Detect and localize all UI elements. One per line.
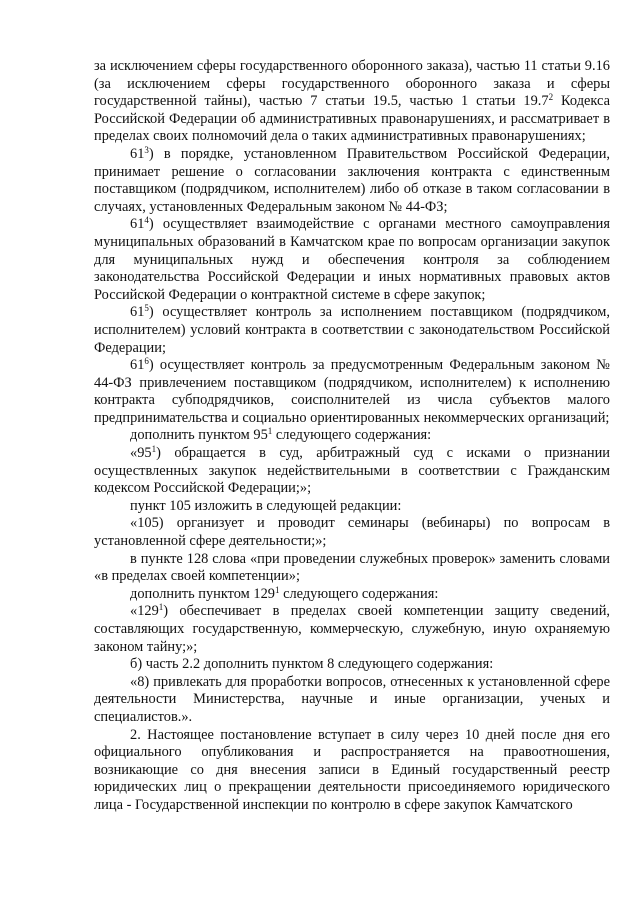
paragraph-part-2-2: б) часть 2.2 дополнить пунктом 8 следующего содержания: xyxy=(130,656,494,673)
paragraph-amend-128: в пункте 128 слова «при проведении служебных проверок» заменить словами «в пределах своей компетенции»; xyxy=(94,550,610,585)
document-page xyxy=(94,58,610,815)
paragraph-add-129-1: дополнить пунктом $129^1$ следующего содержания: xyxy=(130,584,439,602)
paragraph-item-61-6: $61^6$) осуществляет контроль за предусмотренным Федеральным законом № 44-ФЗ привлечением поставщиком (подрядчиком, исполнителем) к исполнению контракта субподрядчиков, соисполнителей из числа субъектов малого предпринимательства и социально ориентированных некоммерческих организаций; xyxy=(94,356,610,426)
paragraph-continuation: за исключением сферы государственного оборонного заказа), частью 11 статьи 9.16 (за исключением сферы государственного оборонного заказа и сферы государственной тайны), частью 7 статьи 19.5, частью 1 статьи 19.7$^2$ Кодекса Российской Федерации об административных правонарушениях, и рассматривает в пределах своих полномочий дела о таких административных правонарушениях; xyxy=(94,58,610,145)
paragraph-item-61-4: $61^4$) осуществляет взаимодействие с органами местного самоуправления муниципальных образований в Камчатском крае по вопросам организации закупок для муниципальных нужд и обеспечения контроля за соблюдением законодательства Российской Федерации и иных нормативных правовых актов Российской Федерации о контрактной системе в сфере закупок; xyxy=(94,215,610,303)
paragraph-item-105: «105) организует и проводит семинары (вебинары) по вопросам в установленной сфере деятельности;»; xyxy=(94,515,610,550)
paragraph-item-8: «8) привлекать для проработки вопросов, отнесенных к установленной сфере деятельности Министерства, научные и иные организации, ученых и специалистов.». xyxy=(94,673,610,725)
paragraph-item-61-3: $61^3$) в порядке, установленном Правительством Российской Федерации, принимает решение о согласовании заключения контракта с единственным поставщиком (подрядчиком, исполнителем) либо об отказе в таком согласовании в случаях, установленных Федеральным законом № 44-ФЗ; xyxy=(94,144,610,215)
paragraph-item-61-5: $61^5$) осуществляет контроль за исполнением поставщиком (подрядчиком, исполнителем) условий контракта в соответствии с законодательством Российской Федерации; xyxy=(94,303,610,356)
paragraph-section-2: 2. Настоящее постановление вступает в силу через 10 дней после дня его официального опубликования и распространяется на правоотношения, возникающие со дня внесения записи в Единый государственный реестр юридических лиц о прекращении деятельности присоединяемого юридического лица - Государственной инспекции по контролю в сфере закупок Камчатского xyxy=(94,726,610,813)
paragraph-item-129-1: «$129^1$) обеспечивает в пределах своей компетенции защиту сведений, составляющих государственную, коммерческую, служебную, иную охраняемую законом тайну;»; xyxy=(94,602,610,655)
paragraph-add-95-1: дополнить пунктом $95^1$ следующего содержания: xyxy=(130,426,432,444)
paragraph-item-95-1: «$95^1$) обращается в суд, арбитражный суд с исками о признании осуществленных закупок недействительными в соответствии с Гражданским кодексом Российской Федерации;»; xyxy=(94,444,610,497)
paragraph-amend-105: пункт 105 изложить в следующей редакции: xyxy=(130,497,402,514)
